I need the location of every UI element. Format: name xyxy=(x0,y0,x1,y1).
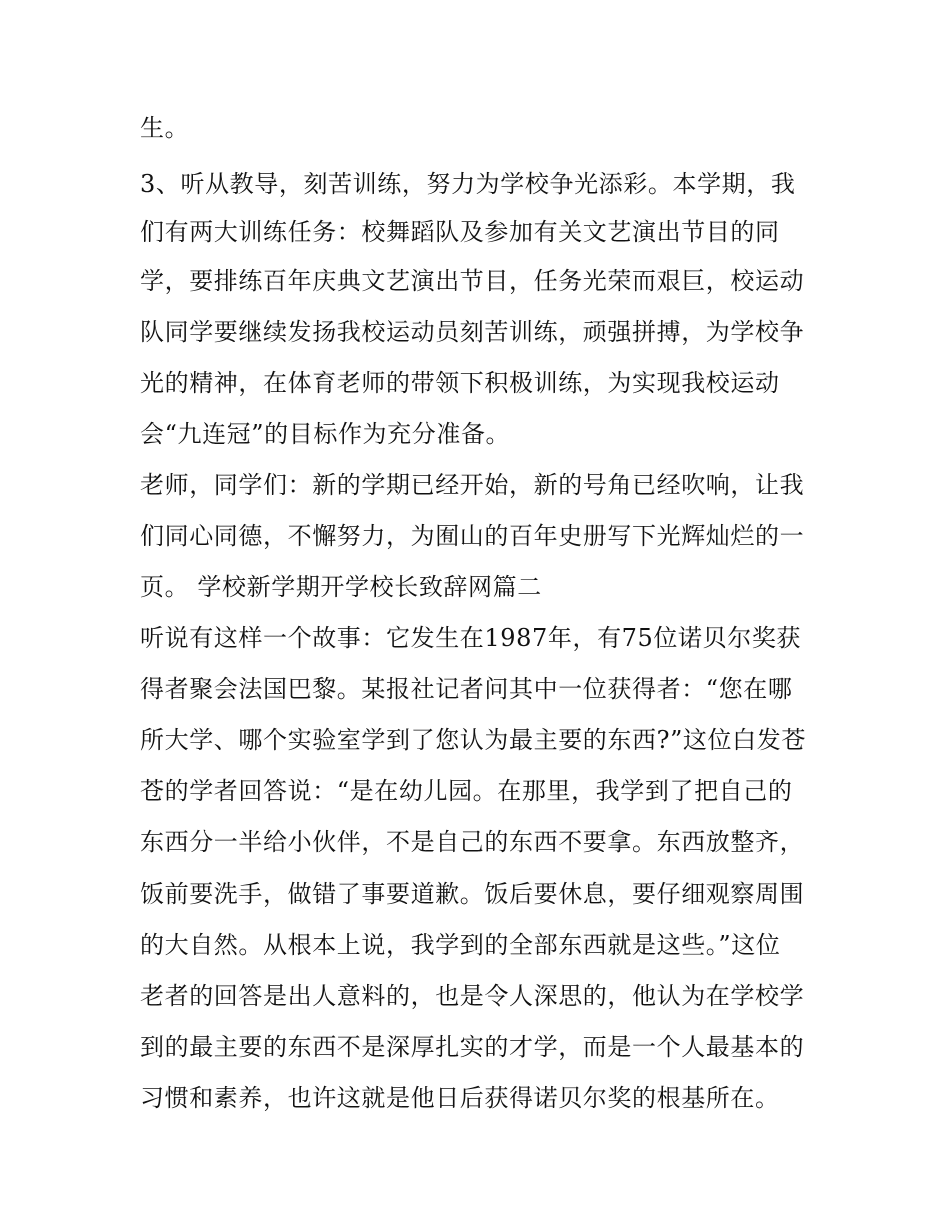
text-line: 3、听从教导，刻苦训练，努力为学校争光添彩。本学期，我 xyxy=(140,170,796,198)
text-line: 得者聚会法国巴黎。某报社记者问其中一位获得者：“您在哪 xyxy=(140,675,793,703)
section-heading-line: 页。 学校新学期开学校长致辞网篇二 xyxy=(140,573,542,601)
text-line: 到的最主要的东西不是深厚扎实的才学，而是一个人最基本的 xyxy=(140,1033,805,1061)
text-line: 饭前要洗手，做错了事要道歉。饭后要休息，要仔细观察周围 xyxy=(140,880,805,908)
text-line: 听说有这样一个故事：它发生在1987年，有75位诺贝尔奖获 xyxy=(140,624,802,652)
text-line: 队同学要继续发扬我校运动员刻苦训练，顽强拼搏，为学校争 xyxy=(140,318,805,346)
text-line: 们有两大训练任务：校舞蹈队及参加有关文艺演出节目的同 xyxy=(140,218,780,246)
text-line: 习惯和素养，也许这就是他日后获得诺贝尔奖的根基所在。 xyxy=(140,1084,780,1112)
text-line: 会“九连冠”的目标作为充分准备。 xyxy=(140,420,511,448)
text-line: 们同心同德，不懈努力，为囿山的百年史册写下光辉灿烂的一 xyxy=(140,522,805,550)
text-line: 老者的回答是出人意料的，也是令人深思的，他认为在学校学 xyxy=(140,982,805,1010)
text-line: 老师，同学们：新的学期已经开始，新的号角已经吹响，让我 xyxy=(140,471,805,499)
text-line: 光的精神，在体育老师的带领下积极训练，为实现我校运动 xyxy=(140,369,780,397)
text-line: 苍的学者回答说：“是在幼儿园。在那里，我学到了把自己的 xyxy=(140,777,793,805)
text-line: 生。 xyxy=(140,114,190,142)
text-line: 所大学、哪个实验室学到了您认为最主要的东西?”这位白发苍 xyxy=(140,726,806,754)
text-line: 东西分一半给小伙伴，不是自己的东西不要拿。东西放整齐， xyxy=(140,828,805,856)
text-line: 的大自然。从根本上说，我学到的全部东西就是这些。”这位 xyxy=(140,931,781,959)
text-line: 学，要排练百年庆典文艺演出节目，任务光荣而艰巨，校运动 xyxy=(140,267,805,295)
